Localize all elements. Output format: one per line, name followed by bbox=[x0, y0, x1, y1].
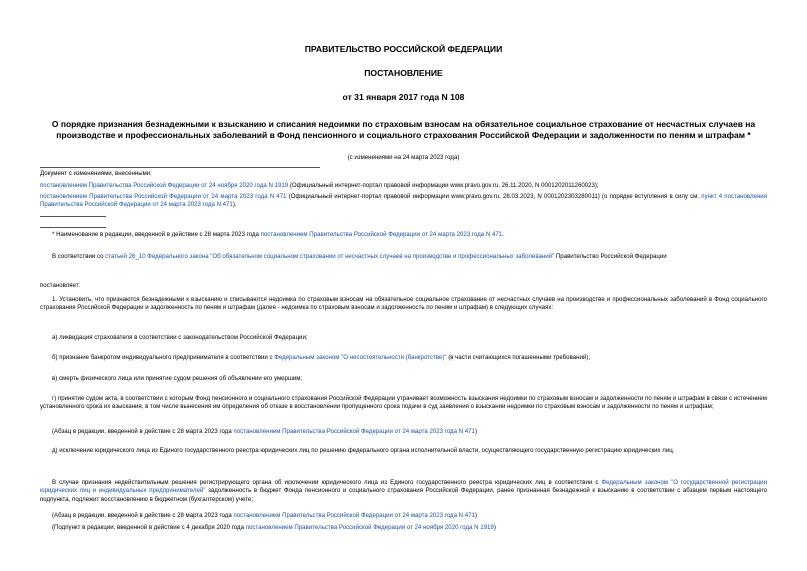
subpoint-d-note-2-end: ) bbox=[493, 524, 496, 531]
subpoint-g-note-end: ) bbox=[474, 428, 477, 435]
amendment-text-1: (Официальный интернет-портал правовой информации www.pravo.gov.ru, 26.11.2020, N 0001202011260023); bbox=[288, 182, 599, 189]
document-title: О порядке признания безнадежными к взысканию и списания недоимки по страховым взносам на обязательное социальное страхование от несчастных случаев на производстве и профессиональных заболеваний в Фонд пенсионного и социального страхования Российской Федерации и задолженности по пеням и штрафам * bbox=[51, 119, 756, 140]
subpoint-d-paragraph bbox=[40, 479, 767, 504]
subpoint-b-link[interactable]: Федеральным законом "О несостоятельности (банкротстве)" bbox=[274, 354, 447, 361]
subpoint-d-paragraph-end: задолженность в бюджет Фонда пенсионного и социального страхования Российской Федерации, ранее признанная безнадежной к взысканию в соответствии с абзацем первым настоящего подпункта, подлежит восстановлению в бюджетном (бухгалтерском) учете; bbox=[40, 487, 767, 503]
subpoint-g-note-text: (Абзац в редакции, введенной в действие с 28 марта 2023 года bbox=[52, 428, 234, 435]
footnote-text: * Наименование в редакции, введенной в действие с 28 марта 2023 года bbox=[52, 231, 261, 238]
subpoint-b-text: б) признание банкротом индивидуального предпринимателя в соответствии с bbox=[52, 354, 275, 361]
amendment-link-3[interactable]: пункт 4 постановления Правительства Российской Федерации от 24 марта 2023 года N 471 bbox=[40, 193, 767, 209]
government-header: ПРАВИТЕЛЬСТВО РОССИЙСКОЙ ФЕДЕРАЦИИ bbox=[304, 44, 503, 54]
amendment-end-2: ). bbox=[232, 201, 237, 209]
subpoint-d-paragraph-link[interactable]: Федеральным законом "О государственной регистрации юридических лиц и индивидуальных предпринимателей" bbox=[40, 479, 767, 495]
amendments-rule-top bbox=[40, 167, 320, 168]
subpoint-g-note-link[interactable]: постановлением Правительства Российской Федерации от 24 марта 2023 года N 471 bbox=[233, 428, 475, 435]
document-date-number: от 31 января 2017 года N 108 bbox=[342, 92, 465, 102]
footnote-rule bbox=[40, 227, 106, 228]
preamble bbox=[40, 253, 767, 261]
amendment-item-2 bbox=[40, 193, 767, 210]
subpoint-g-note bbox=[40, 428, 767, 436]
subpoint-d-paragraph-text: В случае признания недействительным решения регистрирующего органа об исключении юридического лица из Единого государственного реестра юридических лиц в соответствии с bbox=[52, 479, 602, 486]
preamble-link[interactable]: статьей 26_10 Федерального закона "Об обязательном социальном страховании от несчастных случаев на производстве и профессиональных заболеваний" bbox=[105, 253, 555, 260]
footnote bbox=[40, 231, 767, 239]
footnote-link[interactable]: постановлением Правительства Российской Федерации от 24 марта 2023 года N 471 bbox=[260, 231, 503, 238]
decides-text: постановляет: bbox=[40, 282, 81, 289]
subpoint-d-note-1-end: ) bbox=[474, 512, 477, 519]
amendments-rule-mid bbox=[40, 216, 106, 217]
amendment-item-1 bbox=[40, 182, 767, 190]
footnote-end: . bbox=[502, 231, 504, 238]
point-1: 1. Установить, что признаются безнадежными к взысканию и списываются недоимка по страховым взносам на обязательное социальное страхование от несчастных случаев на производстве и профессиональных заболеваний в Фонд социального страхования Российской Федерации и задолженность по пеням и штрафам (далее - недоимка по страховым взносам и задолженность по пеням и штрафам) в следующих случаях: bbox=[40, 296, 767, 312]
subpoint-g: г) принятие судом акта, в соответствии с которым Фонд пенсионного и социального страхования Российской Федерации утрачивает возможность взыскания недоимки по страховым взносам и задолженности по пеням и штрафам в связи с истечением установленного срока их взыскания, в том числе вынесения им определения об отказе в восстановлении пропущенного срока подачи в суд заявления о взыскании недоимки по страховым взносам и задолженности по пеням и штрафам; bbox=[40, 395, 767, 411]
document-type: ПОСТАНОВЛЕНИЕ bbox=[364, 68, 443, 78]
amendments-intro: Документ с изменениями, внесенными: bbox=[40, 170, 152, 177]
amendment-link-1[interactable]: постановлением Правительства Российской Федерации от 24 ноября 2020 года N 1919 bbox=[40, 182, 289, 189]
preamble-end: Правительство Российской Федерации bbox=[554, 253, 667, 260]
subpoint-d-note-1 bbox=[40, 512, 767, 520]
subpoint-d-note-2 bbox=[40, 524, 767, 532]
subpoint-a: а) ликвидация страхователя в соответствии с законодательством Российской Федерации; bbox=[52, 334, 308, 341]
changes-note: (с изменениями на 24 марта 2023 года) bbox=[347, 154, 460, 161]
subpoint-d-note-1-text: (Абзац в редакции, введенной в действие с 28 марта 2023 года bbox=[52, 512, 234, 519]
amendment-link-2[interactable]: постановлением Правительства Российской Федерации от 24 марта 2023 года N 471 bbox=[40, 193, 287, 200]
amendment-text-2: (Официальный интернет-портал правовой информации www.pravo.gov.ru, 28.03.2023, N 0001202303280011) (о порядке вступления в силу см. bbox=[286, 193, 702, 200]
subpoint-d-note-2-link[interactable]: постановлением Правительства Российской Федерации от 24 ноября 2020 года N 1919 bbox=[245, 524, 494, 531]
subpoint-d-note-1-link[interactable]: постановлением Правительства Российской Федерации от 24 марта 2023 года N 471 bbox=[233, 512, 475, 519]
subpoint-d: д) исключение юридического лица из Единого государственного реестра юридических лиц по решению федерального органа исполнительной власти, осуществляющего государственную регистрацию юридических лиц. bbox=[52, 447, 675, 454]
subpoint-b-end: (в части считающихся погашенными требований); bbox=[446, 354, 591, 361]
subpoint-d-note-2-text: (Подпункт в редакции, введенной в действие с 4 декабря 2020 года bbox=[52, 524, 246, 531]
subpoint-v: в) смерть физического лица или принятие судом решения об объявлении его умершим; bbox=[52, 375, 303, 382]
preamble-text: В соответствии со bbox=[52, 253, 106, 260]
subpoint-b bbox=[40, 354, 767, 362]
